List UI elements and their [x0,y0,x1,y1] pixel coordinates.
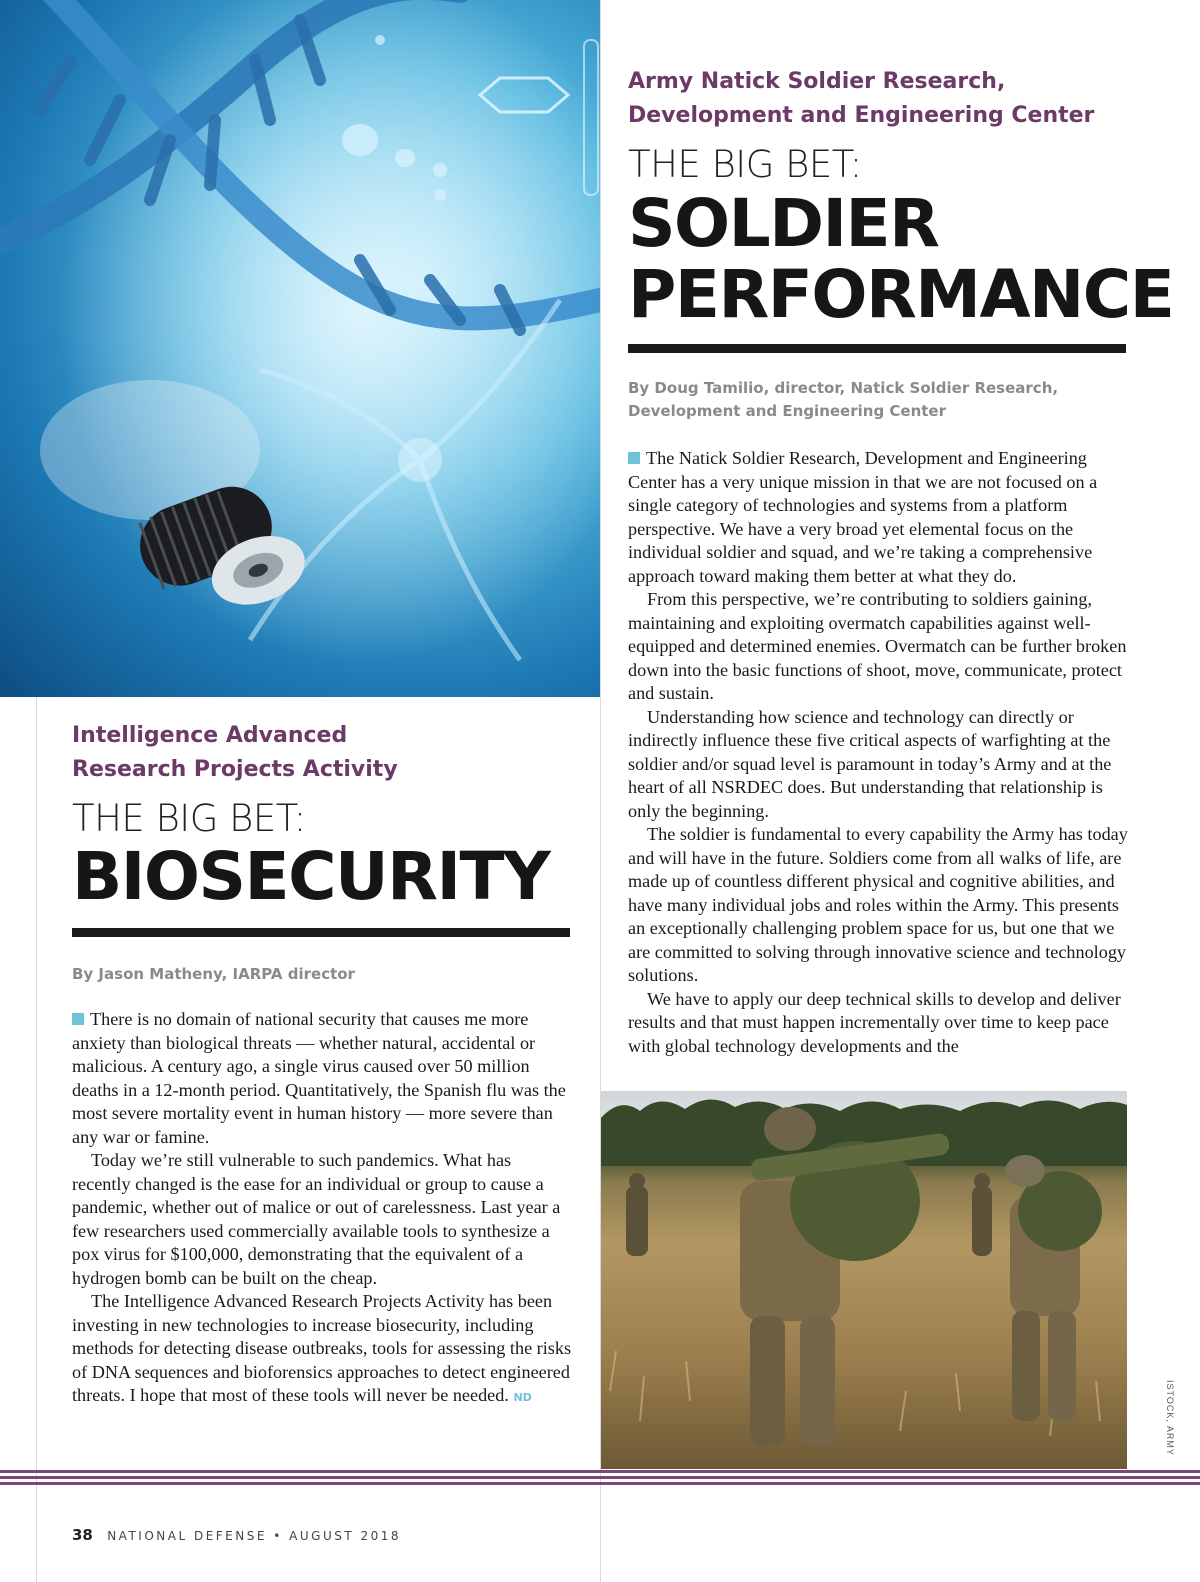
title-rule [72,928,570,937]
article-org-name: Army Natick Soldier Research, Development and Engineering Center [628,69,1095,128]
left-margin-rule [36,697,37,1582]
soldiers-illustration [600,1091,1127,1469]
body-paragraph: The Natick Soldier Research, Development and Engineering Center has a very unique mission in that we are not focused on a single category of technologies and systems from a platform perspective. We have a very broad yet elemental focus on the individual soldier and squad, and we’re taking a comprehensive approach toward making them better at what they do. [628,448,1098,586]
body-paragraph: From this perspective, we’re contributing to soldiers gaining, maintaining and exploiting overmatch capabilities against well-equipped and determined enemies. Overmatch can be further broken down into the basic functions of shoot, move, communicate, protect and sustain. [628,589,1127,703]
soldier-performance-article [628,65,1174,1058]
footer-stripes [0,1470,1200,1488]
dna-illustration [0,0,600,697]
body-paragraph: Understanding how science and technology can directly or indirectly influence these five critical aspects of warfighting at the soldier and/or squad level is paramount in today’s Army and at the heart of all NSRDEC does. But understanding that relationship is only the beginning. [628,706,1112,821]
page-number: 38 [72,1526,93,1544]
dna-helix-graphic [0,0,600,697]
article-byline: By Jason Matheny, IARPA director [72,965,355,983]
body-paragraph: There is no domain of national security that causes me more anxiety than biological threats — whether natural, accidental or malicious. A century ago, a single virus caused over 50 million deaths in a 12-month period. Quantitatively, the Spanish flu was the most severe mortality event in human history — more severe than any war or famine. [72,1009,566,1147]
soldiers-photo [600,1091,1127,1469]
article-body [72,1008,572,1410]
article-title: SOLDIER PERFORMANCE [628,185,1174,333]
column-divider [600,0,601,1582]
article-body [628,447,1128,1058]
page-footer [72,1526,401,1544]
body-paragraph: The Intelligence Advanced Research Projects Activity has been investing in new technologies to increase biosecurity, including methods for detecting disease outbreaks, tools for assessing the risks of DNA sequences and bioforensics approaches to detect engineered threats. I hope that most of these tools will never be needed. ND [72,1291,572,1405]
article-org-name: Intelligence Advanced Research Projects Activity [72,723,398,782]
title-rule [628,344,1126,353]
article-kicker: THE BIG BET: [628,143,862,186]
end-mark: ND [513,1391,532,1404]
body-paragraph: Today we’re still vulnerable to such pandemics. What has recently changed is the ease for an individual or group to cause a pandemic, whether out of malice or out of carelessness. Last year a few researchers used commercially available tools to synthesize a pox virus for $100,000, demonstrating that the equivalent of a hydrogen bomb can be built on the cheap. [72,1150,561,1288]
biosecurity-article [72,719,572,1410]
article-kicker: THE BIG BET: [72,797,306,840]
paragraph-square-icon [628,452,640,464]
publication-info: NATIONAL DEFENSE • AUGUST 2018 [107,1529,402,1543]
paragraph-square-icon [72,1013,84,1025]
article-byline: By Doug Tamilio, director, Natick Soldier Research, Development and Engineering Center [628,379,1059,420]
body-paragraph: The soldier is fundamental to every capability the Army has today and will have in the future. Soldiers come from all walks of life, are made up of countless different physical and cognitive abilities, and have many individual jobs and roles within the Army. This presents an exceptionally challenging problem space for us, but one that we are committed to solving through innovative science and technology solutions. [628,824,1128,985]
article-title: BIOSECURITY [72,838,550,915]
photo-credit: ISTOCK, ARMY [1165,1380,1175,1456]
body-paragraph: We have to apply our deep technical skills to develop and deliver results and that must happen incrementally over time to keep pace with global technology developments and the [628,988,1121,1056]
